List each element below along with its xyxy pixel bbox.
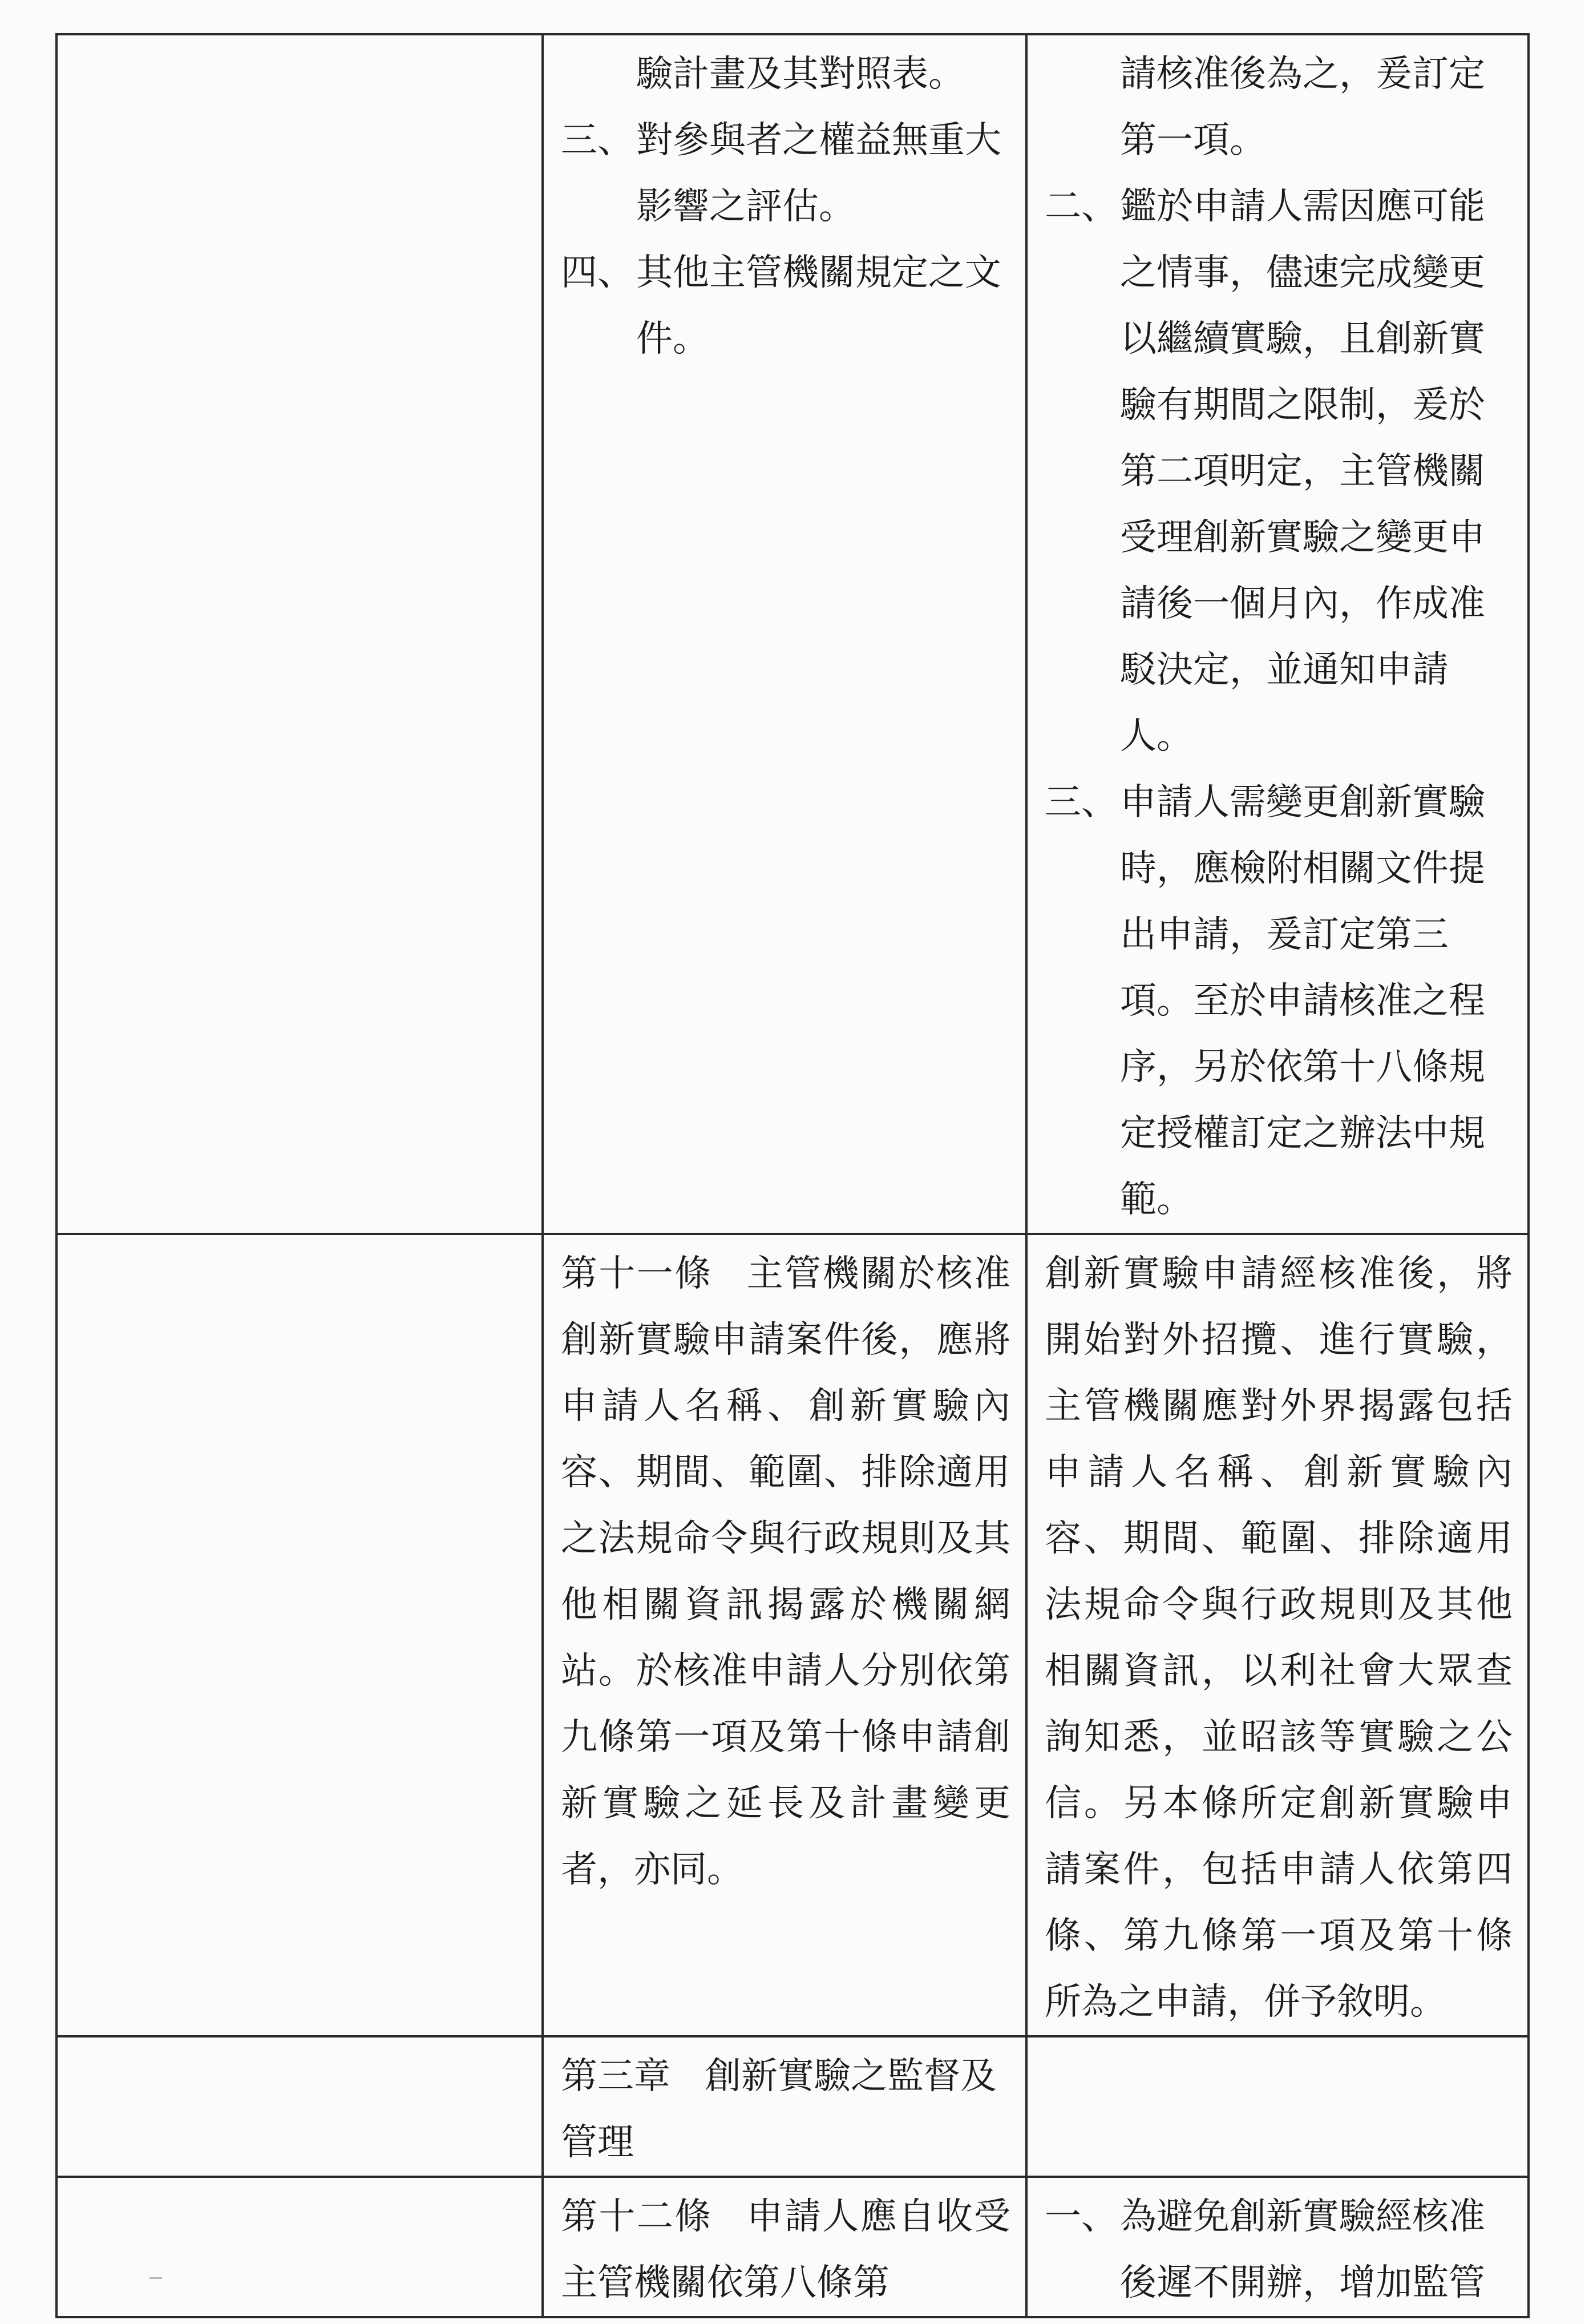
item-text: 為避免創新實驗經核准後遲不開辦，增加監管 xyxy=(1120,2196,1485,2304)
chapter-title: 創新實驗之監督及管理 xyxy=(561,2055,997,2164)
table-row xyxy=(56,34,1529,1234)
table-row xyxy=(56,2177,1529,2317)
draft-article-cell xyxy=(543,2177,1026,2317)
item-text: 其他主管機關規定之文件。 xyxy=(636,252,1001,360)
list-item xyxy=(561,107,1010,240)
explanation-text: 創新實驗申請經核准後，將開始對外招攬、進行實驗，主管機關應對外界揭露包括申請人名稱、創新實驗內容、期間、範圍、排除適用法規命令與行政規則及其他相關資訊，以利社會大眾查詢知悉，並昭該等實驗之公信。另本條所定創新實驗申請案件，包括申請人依第四條、第九條第一項及第十條所為之申請，併予敘明。 xyxy=(1045,1253,1513,2023)
item-marker: 二、 xyxy=(1045,185,1118,228)
table-row xyxy=(56,2036,1529,2177)
chapter-number: 第三章 xyxy=(561,2055,670,2097)
comparison-table xyxy=(55,33,1530,2318)
explanation-continuation: 請核准後為之，爰訂定第一項。 xyxy=(1120,53,1485,162)
explanation-cell xyxy=(1026,1234,1529,2036)
scan-mark xyxy=(149,2277,162,2279)
explanation-cell xyxy=(1026,2177,1529,2317)
item-marker: 三、 xyxy=(1045,781,1118,824)
table-row xyxy=(56,1234,1529,2036)
item-marker: 三、 xyxy=(561,119,634,162)
explanation-cell-empty xyxy=(1026,2036,1529,2177)
proposed-article-cell-empty xyxy=(56,1234,543,2036)
item-text: 鑑於申請人需因應可能之情事，儘速完成變更以繼續實驗，且創新實驗有期間之限制，爰於第二項明定，主管機關受理創新實驗之變更申請後一個月內，作成准駁決定，並通知申請人。 xyxy=(1120,185,1485,757)
list-item xyxy=(1045,174,1513,769)
item-text: 申請人需變更創新實驗時，應檢附相關文件提出申請，爰訂定第三項。至於申請核准之程序，另於依第十八條規定授權訂定之辦法中規範。 xyxy=(1120,781,1485,1221)
proposed-article-cell-empty xyxy=(56,2177,543,2317)
chapter-cell xyxy=(543,2036,1026,2177)
proposed-article-cell-empty xyxy=(56,34,543,1234)
article-text: 主管機關於核准創新實驗申請案件後，應將申請人名稱、創新實驗內容、期間、範圍、排除適用之法規命令與行政規則及其他相關資訊揭露於機關網站。於核准申請人分別依第九條第一項及第十條申請創新實驗之延長及計畫變更者，亦同。 xyxy=(561,1253,1011,1891)
item-marker: 一、 xyxy=(1045,2196,1118,2238)
explanation-cell xyxy=(1026,34,1529,1234)
proposed-article-cell-empty xyxy=(56,2036,543,2177)
list-item xyxy=(561,240,1010,372)
item-text: 對參與者之權益無重大影響之評估。 xyxy=(636,119,1001,228)
list-item xyxy=(1045,769,1513,1233)
item-marker: 四、 xyxy=(561,252,634,294)
article-text: 申請人應自收受主管機關依第八條第 xyxy=(561,2196,1011,2304)
draft-article-cell xyxy=(543,1234,1026,2036)
article-continuation: 驗計畫及其對照表。 xyxy=(636,53,965,95)
article-number: 第十一條 xyxy=(561,1253,713,1295)
list-item xyxy=(1045,2184,1513,2316)
draft-article-cell xyxy=(543,34,1026,1234)
article-number: 第十二條 xyxy=(561,2196,713,2238)
